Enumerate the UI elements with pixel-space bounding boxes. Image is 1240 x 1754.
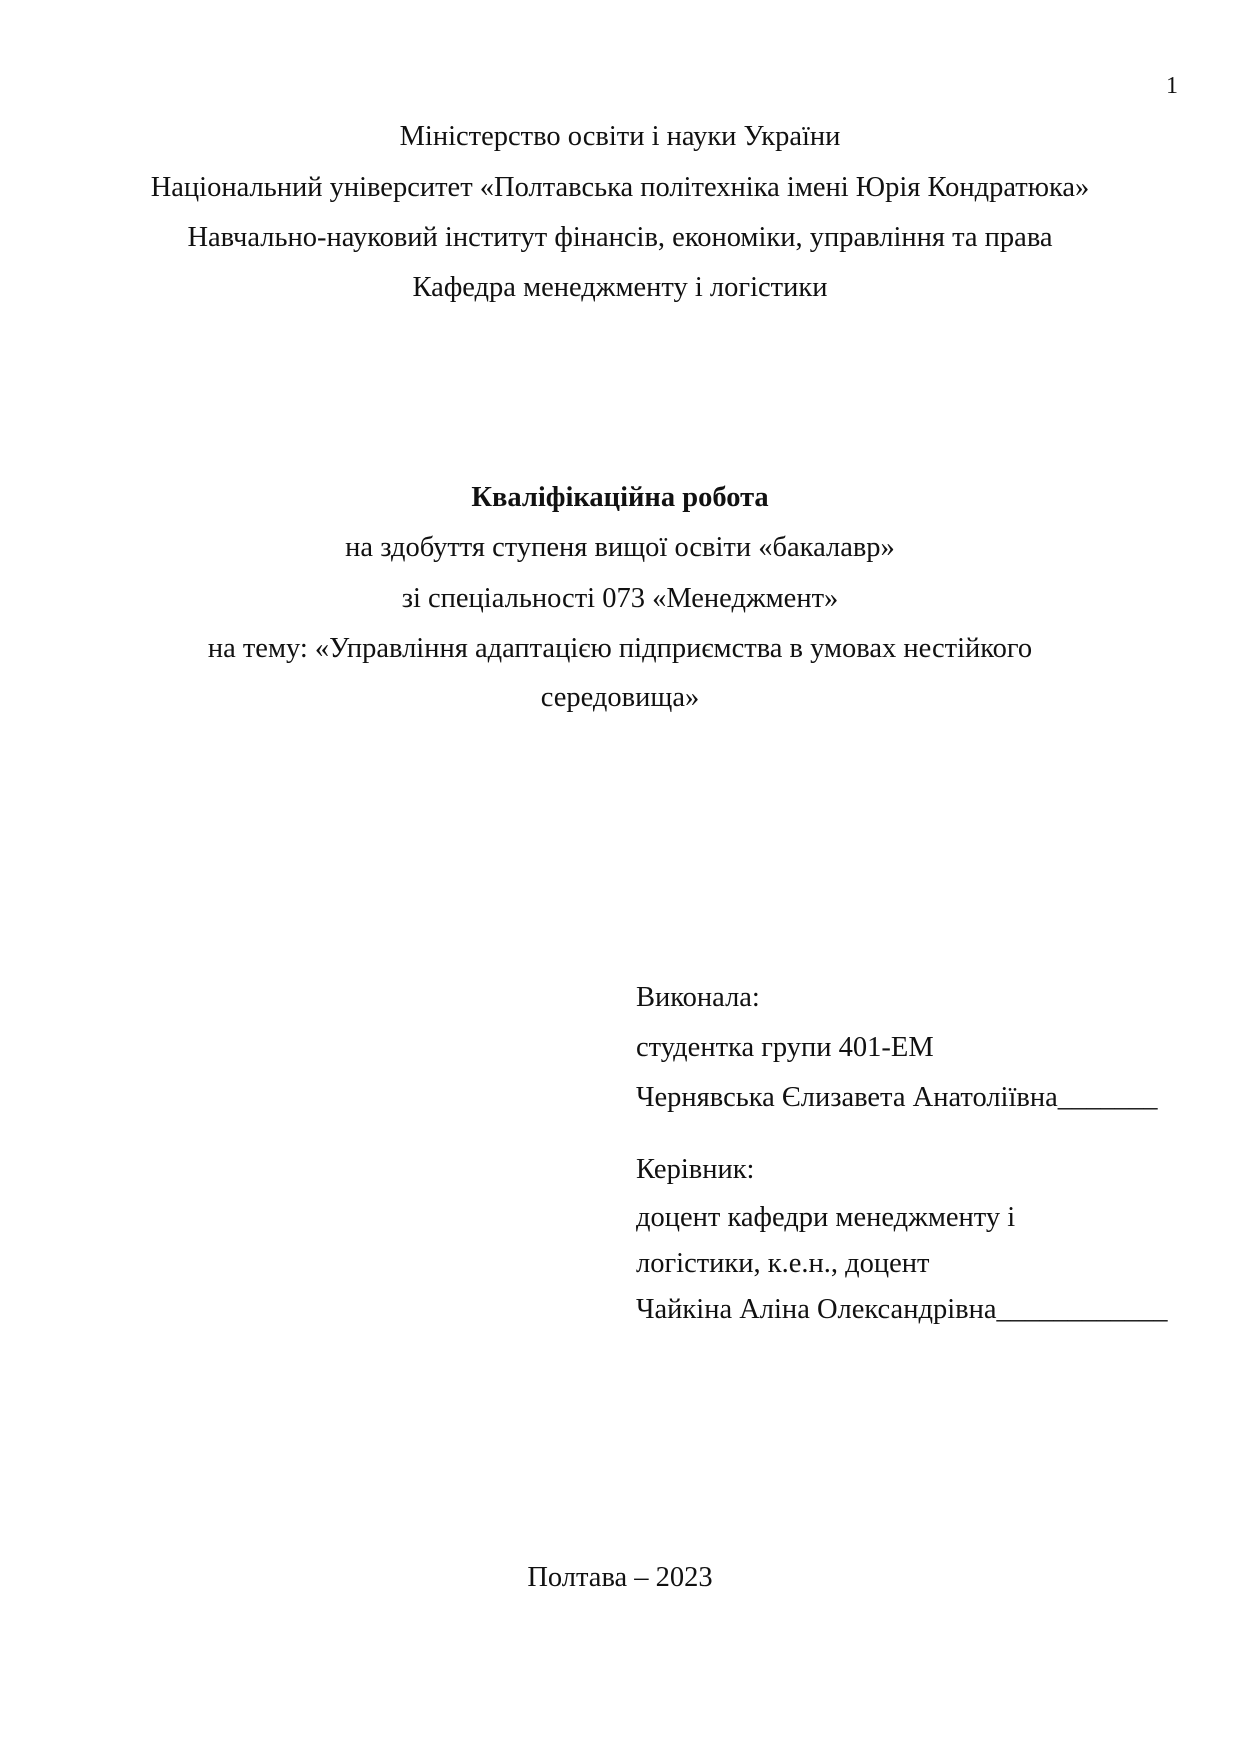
- ministry-line: Міністерство освіти і науки України: [399, 121, 841, 152]
- topic-line-1: на тему: «Управління адаптацією підприємства в умовах нестійкого: [207, 633, 1033, 664]
- specialty-line: зі спеціальності 073 «Менеджмент»: [401, 583, 839, 614]
- department-line: Кафедра менеджменту і логістики: [412, 272, 828, 303]
- supervisor-position-1: доцент кафедри менеджменту і: [636, 1202, 1016, 1233]
- supervisor-name: Чайкіна Аліна Олександрівна____________: [636, 1294, 1168, 1325]
- university-line: Національний університет «Полтавська політехніка імені Юрія Кондратюка»: [150, 172, 1090, 203]
- supervisor-position-2: логістики, к.е.н., доцент: [636, 1248, 930, 1279]
- city-year: Полтава – 2023: [527, 1562, 713, 1593]
- degree-line: на здобуття ступеня вищої освіти «бакалавр»: [345, 532, 895, 563]
- performer-label: Виконала:: [636, 982, 760, 1013]
- document-title: Кваліфікаційна робота: [471, 482, 769, 513]
- performer-name: Чернявська Єлизавета Анатоліївна_______: [636, 1082, 1158, 1113]
- topic-line-2: середовища»: [540, 682, 700, 713]
- page-number: 1: [1166, 73, 1178, 99]
- supervisor-label: Керівник:: [636, 1154, 755, 1185]
- institute-line: Навчально-науковий інститут фінансів, економіки, управління та права: [187, 222, 1053, 253]
- performer-group: студентка групи 401-ЕМ: [636, 1032, 934, 1063]
